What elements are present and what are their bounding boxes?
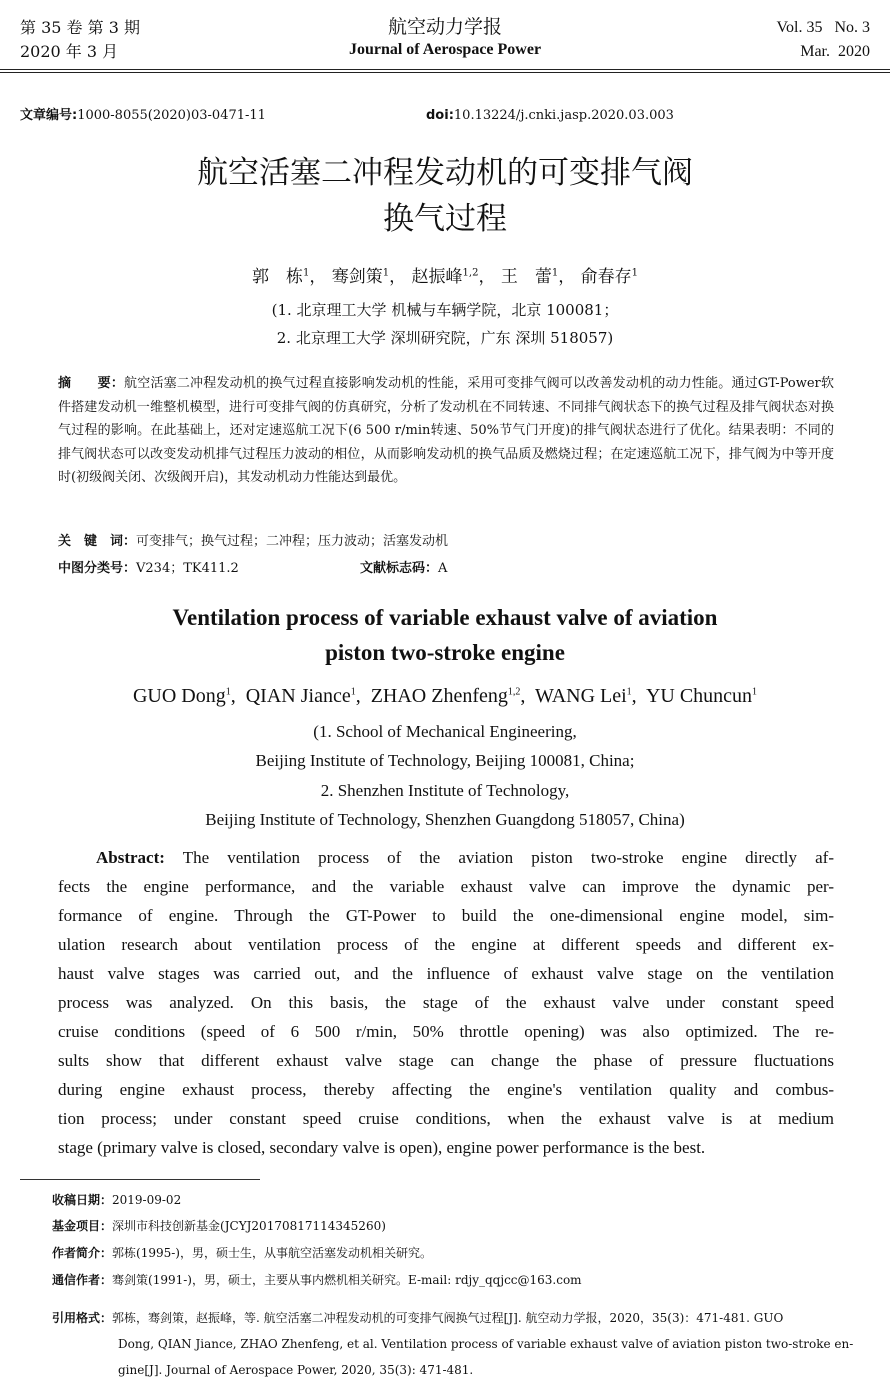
citation-text: 郭栋，骞剑策，赵振峰，等. 航空活塞二冲程发动机的可变排气阀换气过程[J]. 航空动力学报，2020，35(3)：471-481. GUO [112,1311,784,1325]
abstract-en-line [58,843,834,872]
citation-line: Dong, QIAN Jiance, ZHAO Zhenfeng, et al. Ventilation process of variable exhaust valve of aviation piston two-stroke en- [118,1337,854,1351]
author-cn: 骞剑策 [331,267,383,287]
volume-issue-en: Vol. 35 No. 3 [776,19,870,36]
author-affil-sup: 1 [302,267,310,279]
header-rule-bottom [0,72,890,73]
author-cn: 俞春存 [580,267,632,287]
affiliation-en-line: Beijing Institute of Technology, Shenzhen Guangdong 518057, China) [205,809,685,829]
title-cn-line1: 航空活塞二冲程发动机的可变排气阀 [197,155,693,191]
author-en: WANG Lei [535,685,627,707]
author-affil-sup: 1 [551,267,559,279]
author-cn: 王 蕾 [500,267,552,287]
journal-name-cn: 航空动力学报 [387,16,502,38]
journal-name-en: Journal of Aerospace Power [348,41,542,58]
affiliation-en [0,717,890,834]
abstract-en-line: stage (primary valve is closed, secondary valve is open), engine power performance is the best. [58,1138,706,1157]
corresponding-value: 骞剑策(1991-)，男，硕士，主要从事内燃机相关研究。E-mail: rdjy_qqjcc@163.com [112,1273,582,1287]
citation-label: 引用格式： [52,1311,113,1325]
received-value: 2019-09-02 [112,1193,182,1207]
fund-label: 基金项目： [52,1219,113,1233]
received-label: 收稿日期： [52,1193,113,1207]
abstract-en-label: Abstract: [96,848,165,867]
title-cn-line2: 换气过程 [383,201,507,237]
date-en: Mar. 2020 [800,43,870,60]
affiliation-cn-1: (1. 北京理工大学 机械与车辆学院，北京 100081； [271,301,619,319]
keywords-cn-label: 关 键 词： [58,534,137,549]
author-en: YU Chuncun [645,685,753,707]
classification [58,559,834,579]
author-en: ZHAO Zhenfeng [370,685,508,707]
abstract-en-line: during engine exhaust process, thereby affecting the engine's ventilation quality and combus- [58,1080,834,1099]
author-cn: 郭 栋 [251,267,303,287]
abstract-en-line: haust valve stages was carried out, and the influence of exhaust valve stage on the ventilation [58,964,834,983]
title-en [0,600,890,670]
abstract-en [58,843,834,1162]
author-en: GUO Dong [132,685,226,707]
author-cn: 赵振峰 [411,267,463,287]
abstract-en-line: formance of engine. Through the GT-Power to build the one-dimensional engine model, sim- [58,906,834,925]
abstract-en-line: fects the engine performance, and the variable exhaust valve can improve the dynamic per- [58,877,834,896]
doi-value[interactable]: 10.13224/j.cnki.jasp.2020.03.003 [453,108,674,123]
class-label: 中图分类号： [58,561,137,576]
abstract-en-line: cruise conditions (speed of 6 500 r/min, 50% throttle opening) was also optimized. The re- [58,1022,834,1041]
affiliation-en-line: (1. School of Mechanical Engineering, [313,722,577,741]
title-en-line2: piston two-stroke engine [325,640,565,665]
footnote-received [52,1191,852,1209]
affiliation-cn-2: 2. 北京理工大学 深圳研究院，广东 深圳 518057) [276,329,614,347]
author-affil-sup: 1 [350,686,356,698]
abstract-en-line: tion process; under constant speed cruise conditions, when the exhaust valve is at medium [58,1109,834,1128]
author-affil-sup: 1 [752,686,758,698]
author-affil-sup: 1,2 [462,267,479,279]
abstract-en-text: The ventilation process of the aviation piston two-stroke engine directly af- [164,848,834,867]
issue-info-right [777,16,871,64]
citation-line: gine[J]. Journal of Aerospace Power, 2020, 35(3): 471-481. [118,1363,474,1377]
affiliation-en-line: Beijing Institute of Technology, Beijing 100081, China; [255,751,635,771]
volume-issue-cn: 第 35 卷 第 3 期 [20,18,140,37]
citation-line [52,1305,872,1331]
footnote-rule [20,1179,260,1180]
doc-code-value: A [438,561,448,576]
article-number [20,107,266,125]
abstract-cn-text: 航空活塞二冲程发动机的换气过程直接影响发动机的性能，采用可变排气阀可以改善发动机的动力性能。通过GT-Power软件搭建发动机一维整机模型，进行可变排气阀的仿真研究，分析了发动机在不同转速、不同排气阀状态下的换气过程及排气阀状态对换气过程的影响。在此基础上，还对定速巡航工况下(6 500 r/min转速、50%节气门开度)的排气阀状态进行了优化。结果表明：不同的排气阀状态可以改变发动机排气过程压力波动的相位，从而影响发动机的换气品质及燃烧过程；在定速巡航工况下，排气阀为中等开度时(初级阀关闭、次级阀开启)，其发动机动力性能达到最优。 [58,376,834,485]
footnote-fund [52,1217,852,1235]
author-bio-label: 作者简介： [52,1246,113,1260]
title-en-line1: Ventilation process of variable exhaust valve of aviation [172,605,718,630]
authors-cn: 郭 栋$^1$， 骞剑策$^1$， 赵振峰$^{1,2}$， 王 蕾$^1$， 俞春存$^1$ [251,267,639,287]
author-affil-sup: 1 [225,686,231,698]
abstract-en-line: sults show that different exhaust valve stage can change the phase of pressure fluctuations [58,1051,834,1070]
title-cn [0,150,890,242]
corresponding-label: 通信作者： [52,1273,113,1287]
fund-value: 深圳市科技创新基金(JCYJ20170817114345260) [112,1219,386,1233]
abstract-cn-label: 摘 要： [58,376,125,391]
author-affil-sup: 1 [626,686,632,698]
author-affil-sup: 1 [382,267,390,279]
journal-name [0,14,890,60]
article-number-value: 1000-8055(2020)03-0471-11 [77,108,266,123]
date-cn: 2020 年 3 月 [20,42,119,61]
citation-format [52,1305,872,1383]
abstract-cn [58,372,834,490]
abstract-en-line: ulation research about ventilation process of the engine at different speeds and different ex- [58,935,834,954]
author-affil-sup: 1 [631,267,639,279]
author-en: QIAN Jiance [245,685,351,707]
footnote-author [52,1244,852,1262]
doi-label: doi: [426,108,454,123]
article-number-label: 文章编号: [20,108,78,123]
keywords-cn-text: 可变排气；换气过程；二冲程；压力波动；活塞发动机 [136,534,449,549]
author-bio-value: 郭栋(1995-)，男，硕士生，从事航空活塞发动机相关研究。 [112,1246,432,1260]
authors-en: GUO Dong$^1$, QIAN Jiance$^1$, ZHAO Zhenfeng$^{1,2}$, WANG Lei$^1$, YU Chuncun$^1$ [132,685,758,707]
abstract-en-line: process was analyzed. On this basis, the stage of the exhaust valve under constant speed [58,993,834,1012]
doi [426,107,674,125]
doc-code-label: 文献标志码： [360,561,439,576]
keywords-cn [58,532,448,552]
class-value: V234；TK411.2 [136,561,239,576]
affiliation-en-line: 2. Shenzhen Institute of Technology, [320,780,570,800]
author-affil-sup: 1,2 [507,686,521,698]
header-rule-top [0,69,890,70]
footnote-corresponding [52,1271,852,1289]
